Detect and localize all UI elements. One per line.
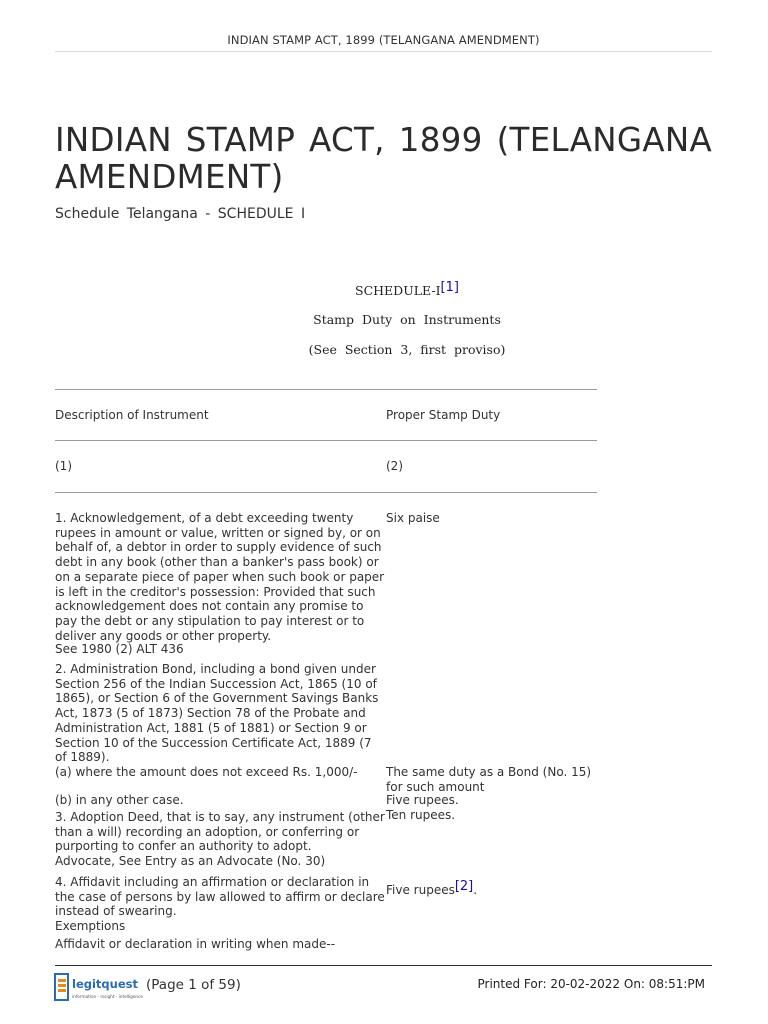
- row-1-duty: Six paise: [386, 511, 440, 525]
- row-3-see-reference: Advocate, See Entry as an Advocate (No. 30): [55, 854, 326, 868]
- logo-wordmark: legitquest: [72, 977, 138, 991]
- row-1-description: 1. Acknowledgement, of a debt exceeding twenty rupees in amount or value, written or signed by, or on behalf of, a debtor in order to supply evidence of such debt in any book (other than a banker's pass book) or on a separate piece of paper when such book or paper is left in the creditor's possession: Provided that such acknowledgement does not contain any promise to pay the debt or any stipulation to pay interest or to deliver any goods or other property.: [55, 511, 385, 643]
- schedule-heading-text: SCHEDULE-I: [355, 283, 441, 298]
- row-3-duty: Ten rupees.: [386, 808, 456, 822]
- row-4-description: 4. Affidavit including an affirmation or declaration in the case of persons by law allowed to affirm or declare instead of swearing.: [55, 875, 385, 919]
- row-2b-description: (b) in any other case.: [55, 793, 184, 807]
- row-2a-description: (a) where the amount does not exceed Rs. 1,000/-: [55, 765, 358, 779]
- row-3-description: 3. Adoption Deed, that is to say, any instrument (other than a will) recording an adoption, or conferring or purporting to confer an authority to adopt.: [55, 810, 385, 854]
- schedule-note: (See Section 3, first proviso): [308, 342, 506, 357]
- running-header: INDIAN STAMP ACT, 1899 (TELANGANA AMENDMENT): [55, 33, 712, 52]
- document-title: INDIAN STAMP ACT, 1899 (TELANGANA AMENDMENT): [55, 121, 712, 196]
- logo-bar-icon: [58, 984, 66, 987]
- schedule-heading: [255, 280, 559, 298]
- row-2b-duty: Five rupees.: [386, 793, 459, 807]
- logo-bar-icon: [58, 979, 66, 982]
- column-number-1: (1): [55, 459, 72, 473]
- table-rule-top: [55, 389, 597, 390]
- row-4-affidavit-text: Affidavit or declaration in writing when made--: [55, 937, 336, 951]
- legitquest-logo: [54, 973, 146, 1003]
- footer-rule: [55, 965, 712, 966]
- footnote-link-2[interactable]: [2]: [454, 879, 474, 894]
- row-1-see-reference: See 1980 (2) ALT 436: [55, 642, 184, 656]
- table-rule-body: [55, 492, 597, 493]
- document-subtitle: Schedule Telangana - SCHEDULE I: [55, 206, 306, 222]
- row-4-duty-period: .: [473, 883, 478, 897]
- row-4-duty-text: Five rupees: [386, 883, 455, 897]
- row-2a-duty: The same duty as a Bond (No. 15) for such amount: [386, 765, 592, 794]
- page-indicator: (Page 1 of 59): [146, 977, 241, 993]
- column-header-description: Description of Instrument: [55, 408, 209, 422]
- row-4-exemptions-label: Exemptions: [55, 919, 126, 933]
- row-4-duty: [386, 880, 601, 898]
- printed-for-stamp: Printed For: 20-02-2022 On: 08:51:PM: [477, 977, 705, 991]
- schedule-subheading: Stamp Duty on Instruments: [313, 312, 501, 327]
- table-rule-header: [55, 440, 597, 441]
- column-number-2: (2): [386, 459, 403, 473]
- logo-tagline: information - insight - intelligence: [72, 994, 143, 999]
- row-2-description: 2. Administration Bond, including a bond given under Section 256 of the Indian Succession Act, 1865 (10 of 1865), or Section 6 of the Government Savings Banks Act, 1873 (5 of 1873) Section 78 of the Probate and Administration Act, 1881 (5 of 1881) or Section 9 or Section 10 of the Succession Certificate Act, 1889 (7 of 1889).: [55, 662, 379, 765]
- logo-bar-icon: [58, 989, 66, 992]
- column-header-duty: Proper Stamp Duty: [386, 408, 501, 422]
- footnote-link-1[interactable]: [1]: [440, 280, 459, 295]
